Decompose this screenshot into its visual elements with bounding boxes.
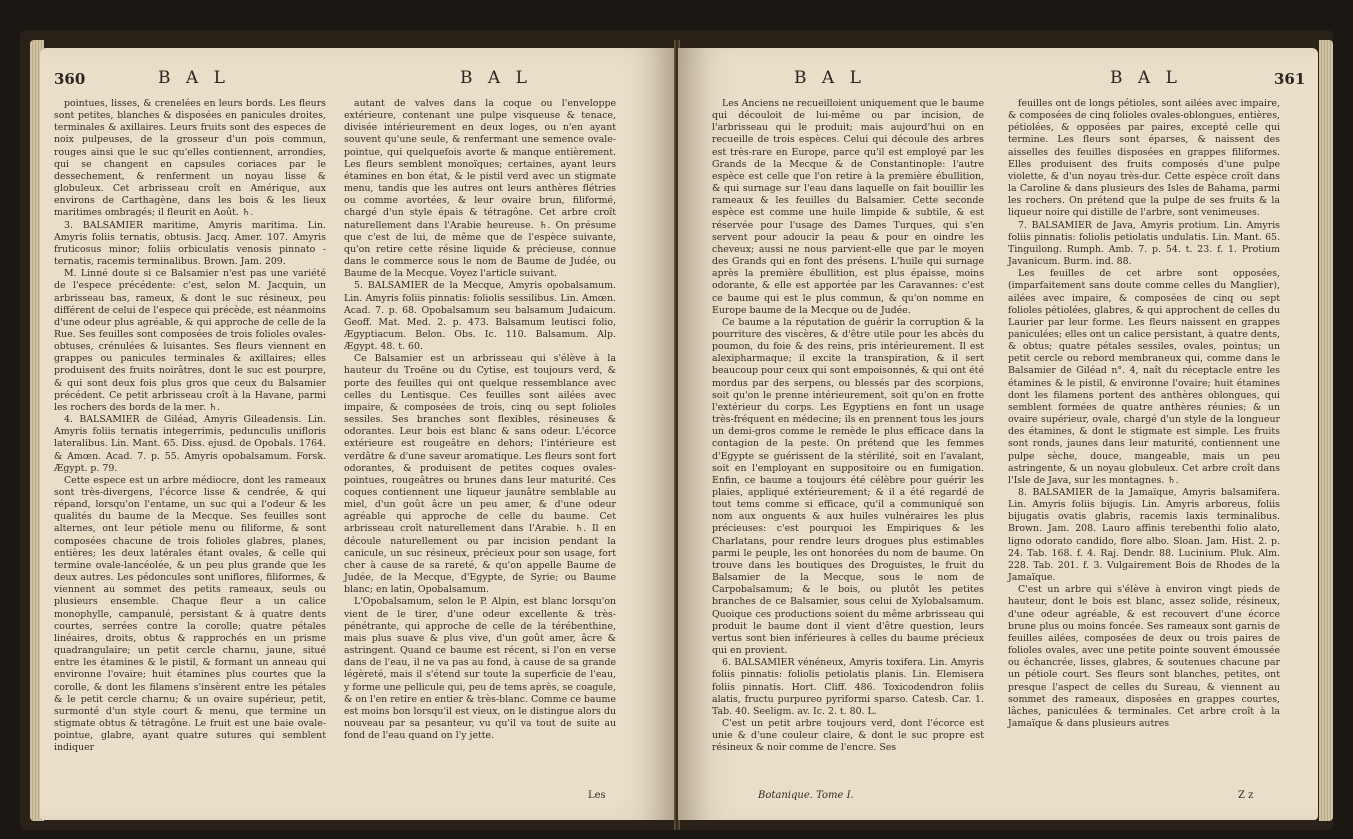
right-column-2	[1008, 98, 1280, 730]
paragraph: C'est un arbre qui s'élève à environ vingt pieds de hauteur, dont le bois est blanc, assez solide, résineux, d'une odeur agréable, & est recouvert d'une écorce brune plus ou moins foncée. Ses rameaux sont garnis de feuilles ailées, composées de deux ou trois paires de folioles ovales, avec une petite pointe souvent émoussée ou échancrée, lisses, glabres, & soutenues chacune par un pétiole court. Ses fleurs sont blanches, petites, ont presque l'aspect de celles du Sureau, & viennent au sommet des rameaux, disposées en grappes courtes, lâches, paniculées & terminales. Cet arbre croît à la Jamaïque & dans plusieurs autres	[1008, 584, 1280, 729]
paragraph: Ce baume a la réputation de guérir la corruption & la pourriture des viscères, & d'être utile pour les abcès du poumon, du foie & des reins, pris intérieurement. Il est alexipharmaque; il excite la transpiration, & il sert beaucoup pour ceux qui sont empoisonnés, & qui ont été mordus par des serpens, ou blessés par des scorpions, soit qu'on le prenne intérieurement, soit qu'on en frotte l'extérieur du corps. Les Egyptiens en font un usage très-fréquent en médecine; ils en prennent tous les jours un demi-gros comme le remède le plus efficace dans la contagion de la peste. On prétend que les femmes d'Egypte se guérissent de la stérilité, soit en l'avalant, soit en l'employant en suppositoire ou en fumigation. Enfin, ce baume a toujours été célèbre pour guérir les plaies, appliqué extérieurement; & il a été regardé de tout tems comme si efficace, qu'il a communiqué son nom aux onguents & aux huiles vulnéraires les plus précieuses: c'est pourquoi les Empiriques & les Charlatans, pour rendre leurs drogues plus estimables parmi le peuple, les ont honorées du nom de baume. On trouve dans les boutiques des Droguistes, le fruit du Balsamier de la Mecque, sous le nom de Carpobalsamum; & le bois, ou plutôt les petites branches de ce Balsamier, sous celui de Xylobalsamum. Quoique ces productions soient du même arbrisseau qui produit le baume dont il vient d'être question, leurs vertus sont bien inférieures à celles du baume précieux qui en provient.	[712, 316, 984, 657]
right-page	[678, 48, 1318, 820]
paragraph: 8. BALSAMIER de la Jamaïque, Amyris balsamifera. Lin. Amyris foliis bijugis. Lin. Amyris arboreus, foliis bijugatis ovatis glabris, racemis laxis terminalibus. Brown. Jam. 208. Lauro affinis terebenthi folio alato, ligno odorato candido, flore albo. Sloan. Jam. Hist. 2. p. 24. Tab. 168. f. 4. Raj. Dendr. 88. Lucinium. Pluk. Alm. 228. Tab. 201. f. 3. Vulgairement Bois de Rhodes de la Jamaïque.	[1008, 487, 1280, 584]
paragraph: 4. BALSAMIER de Giléad, Amyris Gileadensis. Lin. Amyris foliis ternatis integerrimis, pedunculis unifloris lateralibus. Lin. Mant. 65. Diss. ejusd. de Opobals. 1764. & Amœn. Acad. 7. p. 55. Amyris opobalsamum. Forsk. Ægypt. p. 79.	[54, 414, 326, 474]
paragraph: 5. BALSAMIER de la Mecque, Amyris opobalsamum. Lin. Amyris foliis pinnatis: foliolis sessilibus. Lin. Amœn. Acad. 7. p. 68. Opobalsamum seu balsamum Judaicum. Geoff. Mat. Med. 2. p. 473. Balsamum leutisci folio, Ægyptiacum. Belon. Obs. Ic. 110. Balsamum. Alp. Ægypt. 48. t. 60.	[344, 280, 616, 353]
paragraph: M. Linné doute si ce Balsamier n'est pas une variété de l'espece précédente: c'est, selon M. Jacquin, un arbrisseau bas, rameux, & dont le suc résineux, peu différent de celui de l'espece qui précède, est néanmoins d'une odeur plus agréable, & qui approche de celle de la Rue. Ses feuilles sont composées de trois folioles ovales-obtuses, crénulées & luisantes. Ses fleurs viennent en grappes ou panicules terminales & axillaires; elles produisent des fruits noirâtres, dont le suc est pourpre, & qui sont deux fois plus gros que ceux du Balsamier précédent. Ce petit arbrisseau croît à la Havane, parmi les rochers des bords de la mer. ♄.	[54, 268, 326, 413]
running-head-right-col2: B A L	[1110, 68, 1182, 88]
left-column-1	[54, 98, 326, 754]
paragraph: L'Opobalsamum, selon le P. Alpin, est blanc lorsqu'on vient de le tirer, d'une odeur excellente & très-pénétrante, qui approche de celle de la térébenthine, mais plus suave & plus vive, d'un goût amer, âcre & astringent. Quand ce baume est récent, si l'on en verse dans de l'eau, il ne va pas au fond, à cause de sa grande légèreté, mais il s'étend sur toute la superficie de l'eau, y forme une pellicule qui, peu de tems après, se coagule, & on l'en retire en entier & très-blanc. Comme ce baume est moins bon lorsqu'il est vieux, on le distingue alors du nouveau par sa pesanteur, vu qu'il va tout de suite au fond de l'eau quand on l'y jette.	[344, 596, 616, 742]
running-head-left-col1: B A L	[158, 68, 230, 88]
page-number-left: 360	[54, 70, 86, 88]
paragraph: Les Anciens ne recueilloient uniquement que le baume qui découloit de lui-même ou par incision, de l'arbrisseau qui le produit; mais aujourd'hui on en recueille de trois espèces. Celui qui découle des arbres est très-rare en Europe, parce qu'il est employé par les Grands de la Mecque & de Constantinople: l'autre espèce est celle que l'on retire à la première ébullition, & qui surnage sur l'eau dans laquelle on fait bouillir les rameaux & les feuilles du Balsamier. Cette seconde espèce est comme une huile limpide & subtile, & est réservée pour l'usage des Dames Turques, qui s'en servent pour adoucir la peau & pour en oindre les cheveux; aussi ne nous parvient-elle que par le moyen des Grands qui en font des présens. L'huile qui surnage après la première ébullition, est plus épaisse, moins odorante, & elle est apportée par les Caravannes: c'est ce baume qui est le plus commun, & qu'on nomme en Europe baume de la Mecque ou de Judée.	[712, 98, 984, 316]
paragraph: C'est un petit arbre toujours verd, dont l'écorce est unie & d'une couleur claire, & dont le suc propre est résineux & noir comme de l'encre. Ses	[712, 717, 984, 754]
page-number-right: 361	[1274, 70, 1306, 88]
paragraph: autant de valves dans la coque ou l'enveloppe extérieure, contenant une pulpe visqueuse & tenace, divisée intérieurement en deux loges, ou n'en ayant souvent qu'une seule, & renfermant une semence ovale-pointue, qui quelquefois avorte & manque entièrement. Les fleurs semblent monoïques; certaines, ayant leurs étamines en bon état, & le pistil verd avec un stigmate menu, tandis que les autres ont leurs anthères flétries ou comme avortées, & leur ovaire brun, filiformé, chargé d'un style épais & tétragône. Cet arbre croît naturellement dans l'Arabie heureuse. ♄. On présume que c'est de lui, de même que de l'espèce suivante, qu'on retire cette résine liquide & précieuse, connue dans le commerce sous le nom de Baume de Judée, ou Baume de la Mecque. Voyez l'article suivant.	[344, 98, 616, 280]
paragraph: 7. BALSAMIER de Java, Amyris protium. Lin. Amyris foliis pinnatis: foliolis petiolatis undulatis. Lin. Mant. 65. Tinguilong. Rumph. Amb. 7. p. 54. t. 23. f. 1. Protium Javanicum. Burm. ind. 88.	[1008, 219, 1280, 268]
catchword: Les	[588, 790, 606, 801]
page-footer: Botanique. Tome I.	[758, 790, 854, 801]
left-column-2	[344, 98, 616, 742]
running-head-left-col2: B A L	[460, 68, 532, 88]
paragraph: 3. BALSAMIER maritime, Amyris maritima. Lin. Amyris foliis ternatis, obtusis. Jacq. Amer. 107. Amyris fruticosus minor; foliis orbiculatis venosis pinnato - ternatis, racemis terminalibus. Brown. Jam. 209.	[54, 219, 326, 268]
paragraph: pointues, lisses, & crenelées en leurs bords. Les fleurs sont petites, blanches & disposées en panicules droites, terminales & axillaires. Leurs fruits sont des especes de noix pulpeuses, de la grosseur d'un pois commun, rouges ainsi que le suc qu'elles contiennent, arrondies, qui se changent en capsules coriaces par le dessechement, & renferment un noyau lisse & globuleux. Cet arbrisseau croît en Amérique, aux environs de Carthagène, dans les bois & les lieux maritimes ombragés; il fleurit en Août. ♄.	[54, 98, 326, 219]
right-column-1	[712, 98, 984, 754]
left-page	[40, 48, 675, 820]
paragraph: 6. BALSAMIER vénéneux, Amyris toxifera. Lin. Amyris foliis pinnatis: foliolis petiolatis planis. Lin. Elemisera foliis pinnatis. Hort. Cliff. 486. Toxicodendron foliis alatis, fructu purpureo pyriformi sparso. Catesb. Car. 1. Tab. 40. Seeligm. av. Ic. 2. t. 80. L.	[712, 657, 984, 717]
running-head-right-col1: B A L	[794, 68, 866, 88]
right-page-edges	[1319, 40, 1333, 821]
paragraph: Ce Balsamier est un arbrisseau qui s'élève à la hauteur du Troëne ou du Cytise, est toujours verd, & porte des feuilles qui ont quelque ressemblance avec celles du Lentisque. Ces feuilles sont ailées avec impaire, & composées de trois, cinq ou sept folioles sessiles. Ses branches sont flexibles, résineuses & odorantes. Leur bois est blanc & sans odeur. L'écorce extérieure est rougeâtre en dehors; l'intérieure est verdâtre & d'une saveur aromatique. Les fleurs sont fort odorantes, & produisent de petites coques ovales-pointues, rougeâtres ou brunes dans leur maturité. Ces coques contiennent une liqueur jaunâtre semblable au miel, d'un goût âcre un peu amer, & d'une odeur agréable qui approche de celle du baume. Cet arbrisseau croît naturellement dans l'Arabie. ♄. Il en découle naturellement ou par incision pendant la canicule, un suc résineux, précieux pour son usage, fort cher à cause de sa rareté, & qu'on appelle Baume de Judée, de la Mecque, d'Egypte, de Syrie; ou Baume blanc; en latin, Opobalsamum.	[344, 353, 616, 596]
signature-mark: Z z	[1238, 790, 1254, 801]
paragraph: Cette espece est un arbre médiocre, dont les rameaux sont très-divergens, l'écorce lisse & cendrée, & qui répand, lorsqu'on l'entame, un suc qui a l'odeur & les qualités du baume de la Mecque. Ses feuilles sont alternes, ont leur pétiole menu ou filiforme, & sont composées chacune de trois folioles glabres, planes, entières; les deux latérales étant ovales, & celle qui termine ovale-lancéolée, & un peu plus grande que les deux autres. Les pédoncules sont uniflores, filiformes, & viennent au sommet des petits rameaux, seuls ou plusieurs ensemble. Chaque fleur a un calice monophylle, campanulé, persistant & à quatre dents courtes, serrées contre la corolle; quatre pétales linéaires, droits, obtus & rapprochés en un prisme quadrangulaire; un petit cercle charnu, jaune, situé entre les étamines & le pistil, & formant un anneau qui environne l'ovaire; huit étamines plus courtes que la corolle, & dont les filamens s'insèrent entre les pétales & le petit cercle charnu; & un ovaire supérieur, petit, surmonté d'un style court & menu, que termine un stigmate obtus & tétragône. Le fruit est une baie ovale-pointue, glabre, ayant quatre sutures qui semblent indiquer	[54, 474, 326, 754]
paragraph: Les feuilles de cet arbre sont opposées, (imparfaitement sans doute comme celles du Manglier), ailées avec impaire, & composées de cinq ou sept folioles pétiolées, glabres, & qui approchent de celles du Laurier par leur forme. Les fleurs naissent en grappes paniculées; elles ont un calice persistant, à quatre dents, & obtus; quatre pétales sessiles, ovales, pointus; un petit cercle ou rebord membraneux qui, comme dans le Balsamier de Giléad n°. 4, naît du réceptacle entre les étamines & le pistil, & environne l'ovaire; huit étamines dont les filamens portent des anthères oblongues, qui semblent formées de quatre anthères réunies; & un ovaire supérieur, ovale, chargé d'un style de la longueur des étamines, & dont le stigmate est simple. Les fruits sont ronds, jaunes dans leur maturité, contiennent une pulpe sèche, douce, mangeable, mais un peu astringente, & un noyau globuleux. Cet arbre croît dans l'Isle de Java, sur les montagnes. ♄.	[1008, 268, 1280, 486]
paragraph: feuilles ont de longs pétioles, sont ailées avec impaire, & composées de cinq folioles ovales-oblongues, entières, pétiolées, & opposées par paires, excepté celle qui termine. Les fleurs sont éparses, & naissent des aisselles des feuilles disposées en grappes filiformes. Elles produisent des fruits composés d'une pulpe violette, & d'un noyau très-dur. Cette espèce croît dans la Caroline & dans plusieurs des Isles de Bahama, parmi les rochers. On prétend que la pulpe de ses fruits & la liqueur noire qui distille de l'arbre, sont venimeuses.	[1008, 98, 1280, 219]
